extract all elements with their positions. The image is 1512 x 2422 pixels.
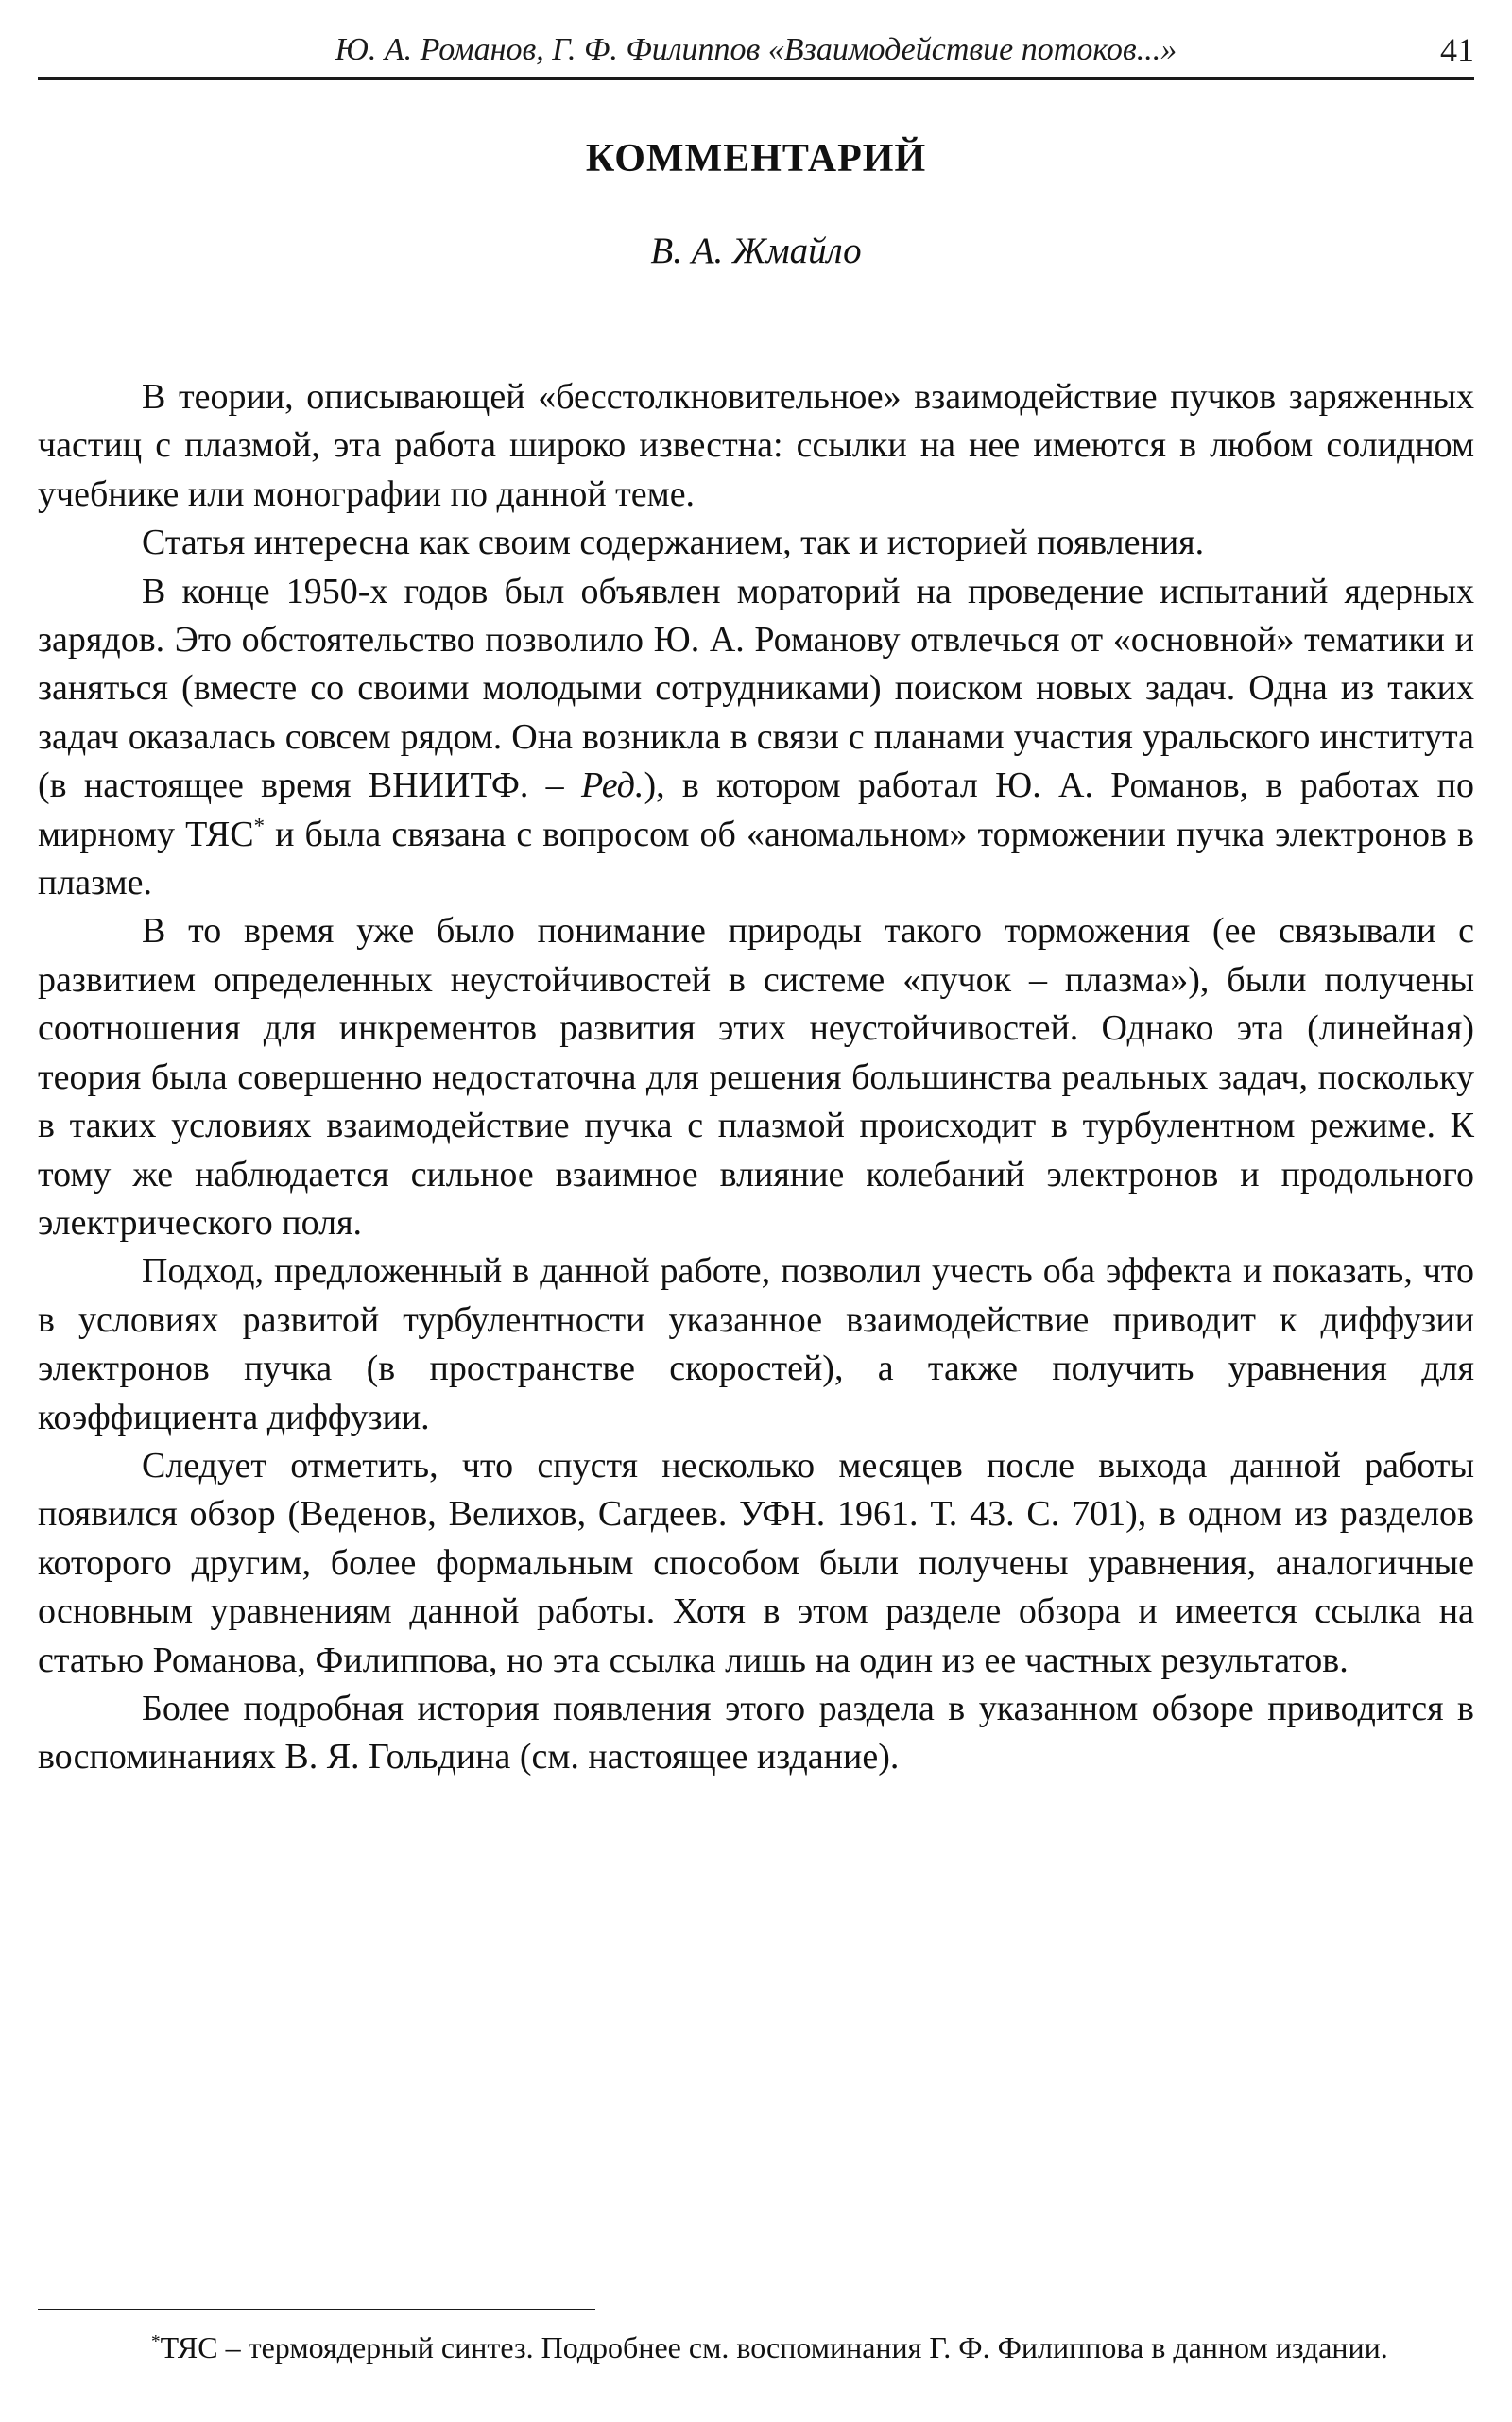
paragraph-6: Следует отметить, что спустя несколько месяцев после выхода данной работы появился обзор (Веденов, Велихов, Сагдеев. УФН. 1961. Т. 43. С. 701), в одном из разделов которого другим, более формальным способом были получены уравнения, аналогичные основным уравнениям данной работы. Хотя в этом разделе обзора и имеется ссылка на статью Романова, Филиппова, но эта ссылка лишь на один из ее частных результатов. — [38, 1445, 1474, 1680]
footnote — [38, 2325, 1474, 2370]
editor-note: Ред. — [580, 765, 644, 806]
footnote-text: ТЯС – термоядерный синтез. Подробнее см. воспоминания Г. Ф. Филиппова в данном издании. — [160, 2330, 1388, 2364]
page-number: 41 — [1440, 31, 1474, 69]
footnote-rule — [38, 2309, 595, 2310]
paragraph-3-part-b: ), в котором работал Ю. А. Романов, в работах по мирному ТЯС — [38, 765, 1474, 854]
author-name: В. А. Жмайло — [650, 231, 862, 271]
paragraph-3-part-a: В конце 1950-х годов был объявлен мораторий на проведение испытаний ядерных зарядов. Это обстоятельство позволило Ю. А. Романову отвлечься от «основной» тематики и заняться (вместе со своими молодыми сотрудниками) поиском новых задач. Одна из таких задач оказалась совсем рядом. Она возникла в связи с планами участия уральского института (в настоящее время ВНИИТФ. – — [38, 571, 1474, 806]
document-page — [38, 0, 1474, 2422]
paragraph-4: В то время уже было понимание природы такого торможения (ее связывали с развитием определенных неустойчивостей в системе «пучок – плазма»), были получены соотношения для инкрементов развития этих неустойчивостей. Однако эта (линейная) теория была совершенно недостаточна для решения большинства реальных задач, поскольку в таких условиях взаимодействие пучка с плазмой происходит в турбулентном режиме. К тому же наблюдается сильное взаимное влияние колебаний электронов и продольного электрического поля. — [38, 911, 1474, 1243]
paragraph-7: Более подробная история появления этого раздела в указанном обзоре приводится в воспоминаниях В. Я. Гольдина (см. настоящее издание). — [38, 1688, 1474, 1778]
paragraph-5: Подход, предложенный в данной работе, позволил учесть оба эффекта и показать, что в условиях развитой турбулентности указанное взаимодействие приводит к диффузии электронов пучка (в пространстве скоростей), а также получить уравнения для коэффициента диффузии. — [38, 1251, 1474, 1437]
paragraph-1: В теории, описывающей «бесстолкновительное» взаимодействие пучков заряженных частиц с плазмой, эта работа широко известна: ссылки на нее имеются в любом солидном учебнике или монографии по данной теме. — [38, 377, 1474, 514]
section-title: КОММЕНТАРИЙ — [585, 137, 927, 180]
running-head — [38, 26, 1474, 74]
paragraph-2: Статья интересна как своим содержанием, так и историей появления. — [142, 523, 1205, 563]
running-title: Ю. А. Романов, Г. Ф. Филиппов «Взаимодействие потоков...» — [335, 32, 1177, 67]
footnote-reference: * — [253, 814, 266, 837]
paragraph-3 — [38, 568, 1474, 908]
header-rule — [38, 77, 1474, 80]
footnote-mark: * — [151, 2331, 161, 2352]
paragraph-3-part-c: и была связана с вопросом об «аномальном» торможении пучка электронов в плазме. — [38, 814, 1474, 903]
comment-body — [38, 373, 1474, 1782]
